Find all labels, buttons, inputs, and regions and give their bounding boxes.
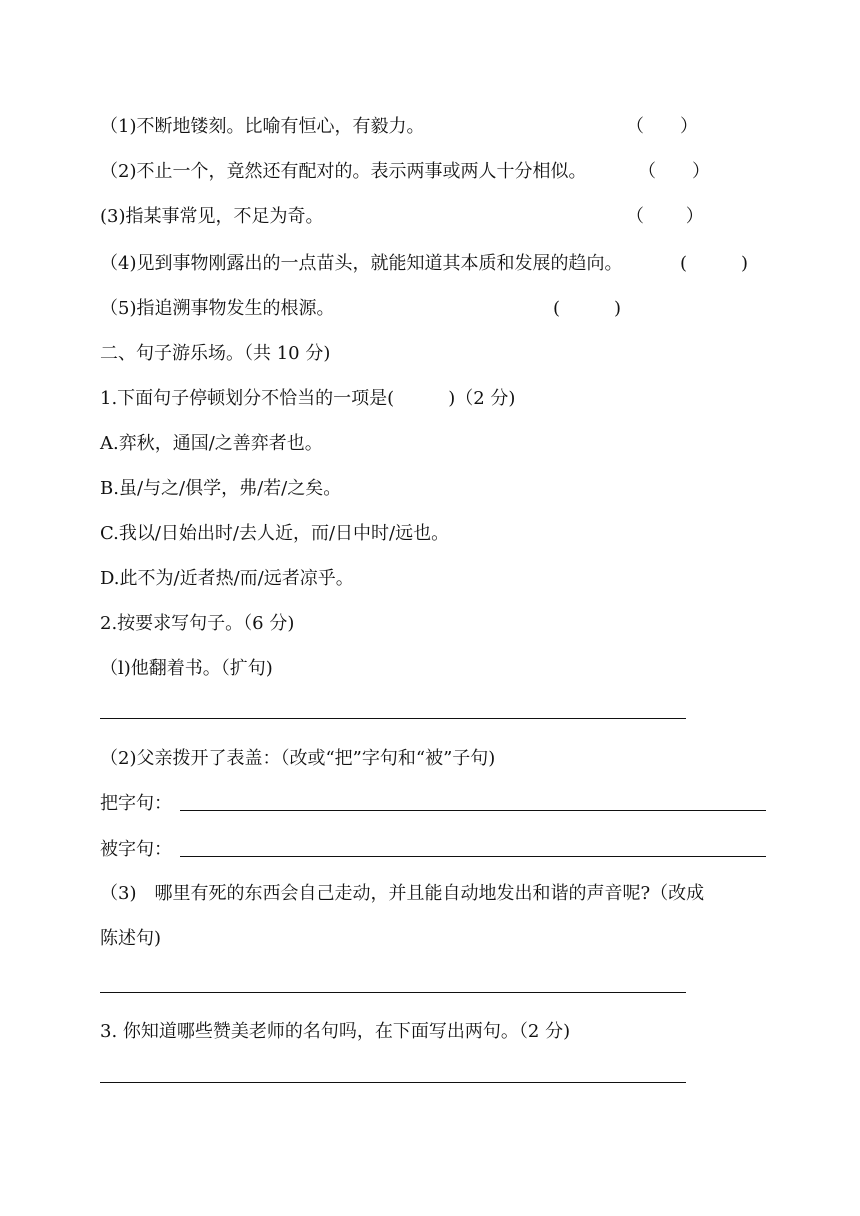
idiom-item-3: (3)指某事常见，不足为奇。 xyxy=(100,206,324,227)
answer-blank-3[interactable]: （ ） xyxy=(626,206,704,227)
question-2-sub3-line2: 陈述句) xyxy=(100,928,162,949)
answer-line-declarative[interactable] xyxy=(100,992,686,993)
answer-blank-1[interactable]: （ ） xyxy=(626,116,698,137)
answer-blank-4[interactable]: ( ) xyxy=(680,253,749,274)
question-3-stem: 3. 你知道哪些赞美老师的名句吗，在下面写出两句。（2 分) xyxy=(100,1021,571,1042)
answer-blank-2[interactable]: （ ） xyxy=(638,161,710,182)
answer-blank-5[interactable]: ( ) xyxy=(553,298,622,319)
idiom-item-4: （4)见到事物刚露出的一点苗头，就能知道其本质和发展的趋向。 xyxy=(100,253,623,274)
option-a: A.弈秋，通国/之善弈者也。 xyxy=(100,433,323,454)
idiom-item-2: （2)不止一个，竟然还有配对的。表示两事或两人十分相似。 xyxy=(100,161,587,182)
question-2-sub3-line1: （3) 哪里有死的东西会自己走动，并且能自动地发出和谐的声音呢?（改成 xyxy=(100,883,705,904)
answer-line-ba[interactable] xyxy=(180,810,766,811)
option-d: D.此不为/近者热/而/远者凉乎。 xyxy=(100,568,354,589)
answer-line-bei[interactable] xyxy=(180,856,766,857)
question-2-sub2: （2)父亲拨开了表盖：（改或“把”字句和“被”子句) xyxy=(100,748,496,769)
question-2-stem: 2.按要求写句子。（6 分) xyxy=(100,613,295,634)
option-c: C.我以/日始出时/去人近，而/日中时/远也。 xyxy=(100,523,450,544)
question-1-stem: 1.下面句子停顿划分不恰当的一项是( )（2 分) xyxy=(100,388,516,409)
answer-line-quotes[interactable] xyxy=(100,1082,686,1083)
bei-sentence-label: 被字句： xyxy=(100,839,172,860)
ba-sentence-label: 把字句： xyxy=(100,793,172,814)
idiom-item-5: （5)指追溯事物发生的根源。 xyxy=(100,298,335,319)
idiom-item-1: （1)不断地镂刻。比喻有恒心，有毅力。 xyxy=(100,116,425,137)
option-b: B.虽/与之/俱学，弗/若/之矣。 xyxy=(100,478,342,499)
question-2-sub1: （l)他翻着书。（扩句) xyxy=(100,658,273,679)
answer-line-expand[interactable] xyxy=(100,718,686,719)
section-heading: 二、句子游乐场。（共 10 分) xyxy=(100,343,331,364)
